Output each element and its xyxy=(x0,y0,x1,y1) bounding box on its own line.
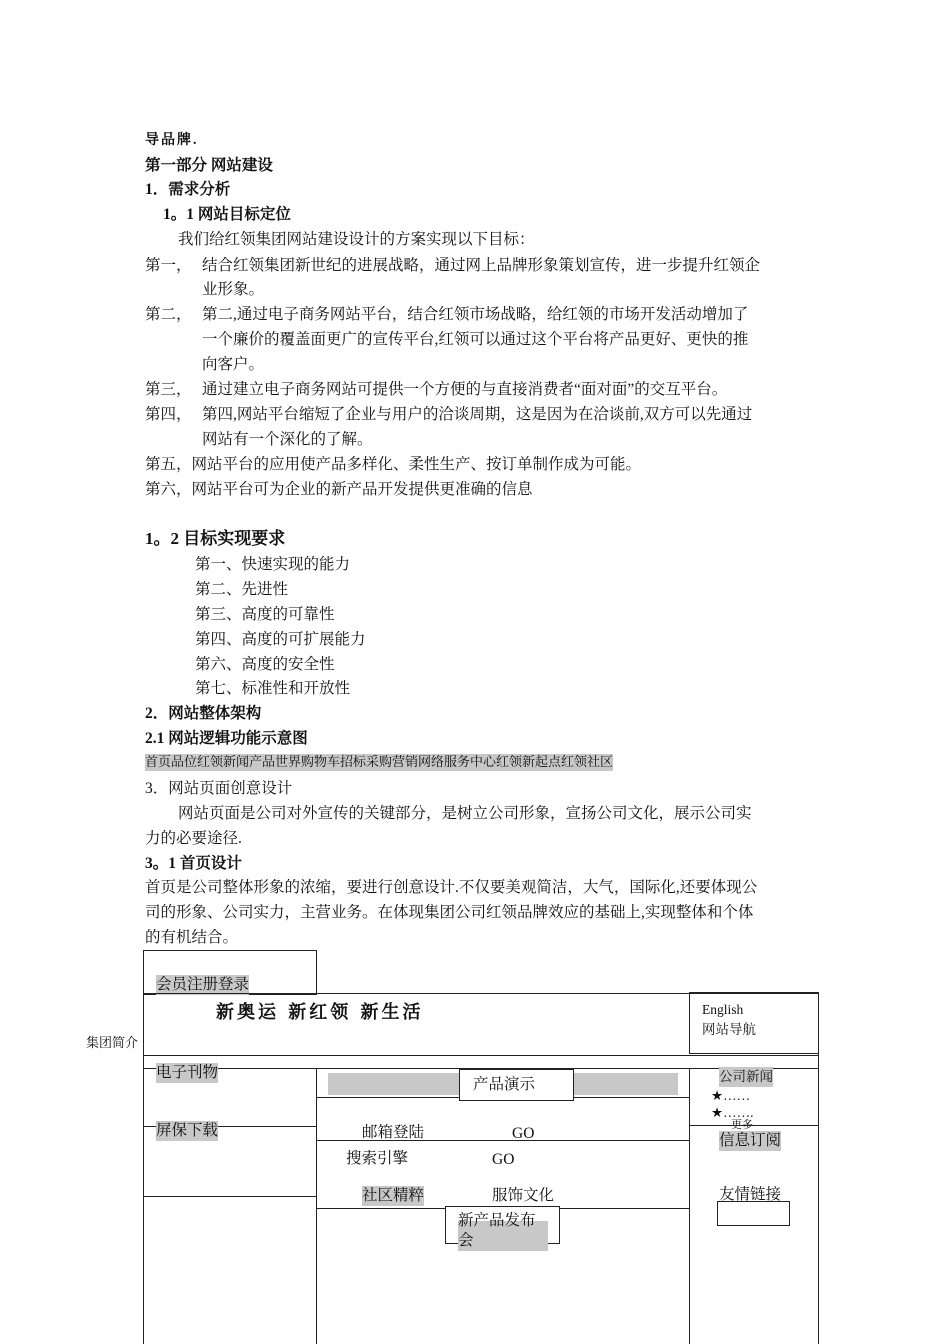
search-engine-label: 搜索引擎 xyxy=(346,1150,409,1167)
mail-login-label: 邮箱登陆 xyxy=(362,1124,425,1141)
goal-6: 第六，网站平台可为企业的新产品开发提供更准确的信息 xyxy=(145,481,533,498)
left-column-edge xyxy=(143,1068,144,1344)
goal-label: 第三， xyxy=(145,381,192,398)
news-item[interactable]: ★…… xyxy=(711,1088,751,1103)
right-column-divider xyxy=(689,1068,690,1344)
goal-label: 第四， xyxy=(145,406,192,423)
company-news-link[interactable]: 公司新闻 xyxy=(719,1067,773,1087)
section-3-1-para-line: 司的形象、公司实力，主营业务。在体现集团公司红领品牌效应的基础上,实现整体和个体 xyxy=(145,904,754,921)
goal-line: 第四,网站平台缩短了企业与用户的洽谈周期，这是因为在洽谈前,双方可以先通过 xyxy=(202,406,753,423)
requirement-item: 第三、高度的可靠性 xyxy=(195,606,335,623)
friend-links-select[interactable] xyxy=(717,1201,790,1226)
info-subscribe-link[interactable]: 信息订阅 xyxy=(719,1132,782,1149)
section-1-2-heading: 1。2 目标实现要求 xyxy=(145,529,286,548)
section-3-para-line: 网站页面是公司对外宣传的关键部分，是树立公司形象，宣扬公司文化，展示公司实 xyxy=(178,805,752,822)
site-nav-bar: 首页品位红领新闻产品世界购物车招标采购营销网络服务中心红领新起点红领社区 xyxy=(145,755,614,770)
right-divider xyxy=(689,1125,819,1126)
goal-line: 业形象。 xyxy=(202,281,265,298)
friend-links-label: 友情链接 xyxy=(719,1186,782,1203)
apparel-culture-link[interactable]: 服饰文化 xyxy=(492,1187,555,1204)
section-3-1-para-line: 的有机结合。 xyxy=(145,929,239,946)
sub-header-bar xyxy=(143,1055,819,1069)
mail-go-button[interactable]: GO xyxy=(512,1125,535,1142)
section-2-1-heading: 2.1 网站逻辑功能示意图 xyxy=(145,730,308,747)
middle-divider xyxy=(316,1208,446,1209)
english-link[interactable]: English xyxy=(702,1002,744,1017)
right-column-edge xyxy=(818,1068,819,1344)
middle-divider xyxy=(559,1208,689,1209)
fragment-top: 导品牌. xyxy=(145,133,199,148)
news-item[interactable]: ★……. xyxy=(711,1105,754,1120)
middle-divider xyxy=(574,1097,689,1098)
requirement-item: 第六、高度的安全性 xyxy=(195,656,335,673)
left-divider xyxy=(143,1196,316,1197)
e-journal-link[interactable]: 电子刊物 xyxy=(156,1064,219,1081)
left-column-divider xyxy=(316,1068,317,1344)
requirement-item: 第四、高度的可扩展能力 xyxy=(195,631,366,648)
goal-line: 通过建立电子商务网站可提供一个方便的与直接消费者“面对面”的交互平台。 xyxy=(202,381,728,398)
requirement-item: 第一、快速实现的能力 xyxy=(195,556,351,573)
requirement-item: 第二、先进性 xyxy=(195,581,289,598)
section-3-heading: 3．网站页面创意设计 xyxy=(145,780,293,797)
middle-divider xyxy=(316,1140,689,1141)
new-product-launch-link[interactable]: 新产品发布会 xyxy=(458,1211,548,1251)
goal-5: 第五，网站平台的应用使产品多样化、柔性生产、按订单制作成为可能。 xyxy=(145,456,642,473)
section-1-1-intro: 我们给红领集团网站建设设计的方案实现以下目标： xyxy=(178,231,535,248)
goal-line: 向客户。 xyxy=(202,356,265,373)
site-nav-link[interactable]: 网站导航 xyxy=(702,1022,756,1037)
part-heading: 第一部分 网站建设 xyxy=(145,157,273,174)
member-login-link[interactable]: 会员注册登录 xyxy=(156,976,250,993)
screensaver-link[interactable]: 屏保下载 xyxy=(156,1122,219,1139)
section-1-1-heading: 1。1 网站目标定位 xyxy=(163,206,291,223)
goal-line: 结合红领集团新世纪的进展战略，通过网上品牌形象策划宣传，进一步提升红领企 xyxy=(202,257,761,274)
goal-label: 第一， xyxy=(145,257,192,274)
search-go-button[interactable]: GO xyxy=(492,1151,515,1168)
goal-line: 一个廉价的覆盖面更广的宣传平台,红领可以通过这个平台将产品更好、更快的推 xyxy=(202,331,749,348)
section-1-heading: 1．需求分析 xyxy=(145,181,231,198)
section-3-1-heading: 3。1 首页设计 xyxy=(145,855,242,872)
section-3-para-line: 力的必要途径. xyxy=(145,830,242,847)
requirement-item: 第七、标准性和开放性 xyxy=(195,680,351,697)
goal-label: 第二， xyxy=(145,306,192,323)
goal-line: 网站有一个深化的了解。 xyxy=(202,431,373,448)
slogan: 新奥运 新红领 新生活 xyxy=(216,1002,424,1023)
goal-line: 第二,通过电子商务网站平台，结合红领市场战略，给红领的市场开发活动增加了 xyxy=(202,306,749,323)
community-link[interactable]: 社区精粹 xyxy=(362,1187,425,1204)
product-demo-link[interactable]: 产品演示 xyxy=(473,1076,536,1093)
new-product-wrap xyxy=(458,1211,548,1249)
news-more-link[interactable]: 更多 xyxy=(731,1119,753,1131)
section-2-heading: 2．网站整体架构 xyxy=(145,705,262,722)
group-intro-link[interactable]: 集团简介 xyxy=(86,1036,139,1051)
middle-divider xyxy=(316,1097,459,1098)
section-3-1-para-line: 首页是公司整体形象的浓缩，要进行创意设计.不仅要美观简洁，大气，国际化,还要体现公 xyxy=(145,879,758,896)
